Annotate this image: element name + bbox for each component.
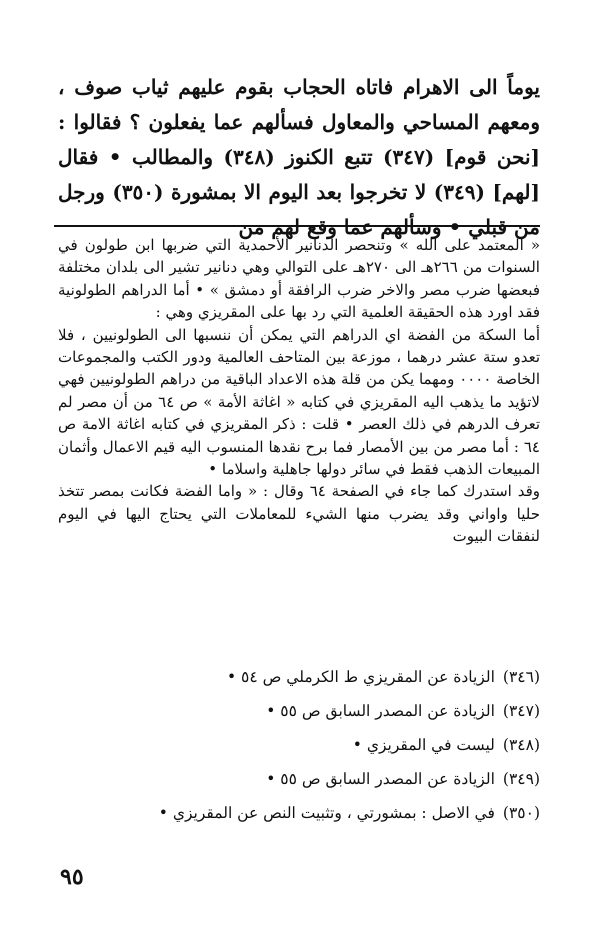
note-number: (٣٤٨)	[502, 736, 540, 754]
footnote-paragraph-2: أما السكة من الفضة اي الدراهم التي يمكن أن ننسبها الى الطولونيين ، فلا تعدو ستة عشر درهما ، موزعة بين المتاحف العالمية ودور الكتب والمجموعات الخاصة ٠٠٠٠ ومهما يكن من قلة هذه الاعداد الباقية من دراهم الطولونيين فهي لاتؤيد ما يذهب اليه المقريزي في كتابه « اغاثة الأمة » ص ٦٤ من أن مصر لم تعرف الدرهم في ذلك العصر • قلت : ذكر المقريزي في كتابه اغاثة الامة ص ٦٤ : أما مصر من بين الأمصار فما برح نقدها المنسوب اليه قيم الاعمال وأثمان المبيعات الذهب فقط في سائر دولها جاهلية واسلاما •	[58, 325, 540, 479]
main-text-block	[58, 70, 540, 245]
note-text: ليست في المقريزي •	[352, 736, 495, 754]
numbered-notes-list	[58, 660, 540, 830]
note-number: (٣٤٩)	[502, 770, 540, 788]
footnote-continuation-block	[58, 234, 540, 548]
footnote-separator-rule	[54, 225, 540, 227]
note-item-347	[58, 694, 540, 728]
page-number: ٩٥	[60, 864, 84, 890]
note-number: (٣٥٠)	[502, 804, 540, 822]
note-text: الزيادة عن المقريزي ط الكرملي ص ٥٤ •	[226, 668, 495, 686]
note-item-349	[58, 762, 540, 796]
main-paragraph: يوماً الى الاهرام فاتاه الحجاب بقوم عليهم ثياب صوف ، ومعهم المساحي والمعاول فسألهم عما يفعلون ؟ فقالوا : [نحن قوم] (٣٤٧) تتبع الكنوز (٣٤٨) والمطالب • فقال [لهم] (٣٤٩) لا تخرجوا بعد اليوم الا بمشورة (٣٥٠) ورجل من قبلي • وسألهم عما وقع لهم من	[58, 75, 540, 239]
note-text: في الاصل : بمشورتي ، وتثبيت النص عن المقريزي •	[158, 804, 495, 822]
footnote-paragraph-3: وقد استدرك كما جاء في الصفحة ٦٤ وقال : « واما الفضة فكانت بمصر تتخذ حليا واواني وقد يضرب منها الشيء للمعاملات التي يحتاج اليها في اليوم لنفقات البيوت	[58, 482, 540, 546]
note-item-346	[58, 660, 540, 694]
note-number: (٣٤٧)	[502, 702, 540, 720]
note-text: الزيادة عن المصدر السابق ص ٥٥ •	[266, 770, 495, 788]
note-item-348	[58, 728, 540, 762]
note-item-350	[58, 796, 540, 830]
footnote-paragraph-1: « المعتمد على الله » وتنحصر الدنانير الأحمدية التي ضربها ابن طولون في السنوات من ٢٦٦هـ الى ٢٧٠هـ على التوالي وهي دنانير تشير الى بلدان مختلفة فبعضها ضرب مصر والاخر ضرب الرافقة أو دمشق » • أما الدراهم الطولونية فقد اورد هذه الحقيقة العلمية التي رد بها على المقريزي وهي :	[58, 236, 540, 322]
note-number: (٣٤٦)	[502, 668, 540, 686]
note-text: الزيادة عن المصدر السابق ص ٥٥ •	[266, 702, 495, 720]
